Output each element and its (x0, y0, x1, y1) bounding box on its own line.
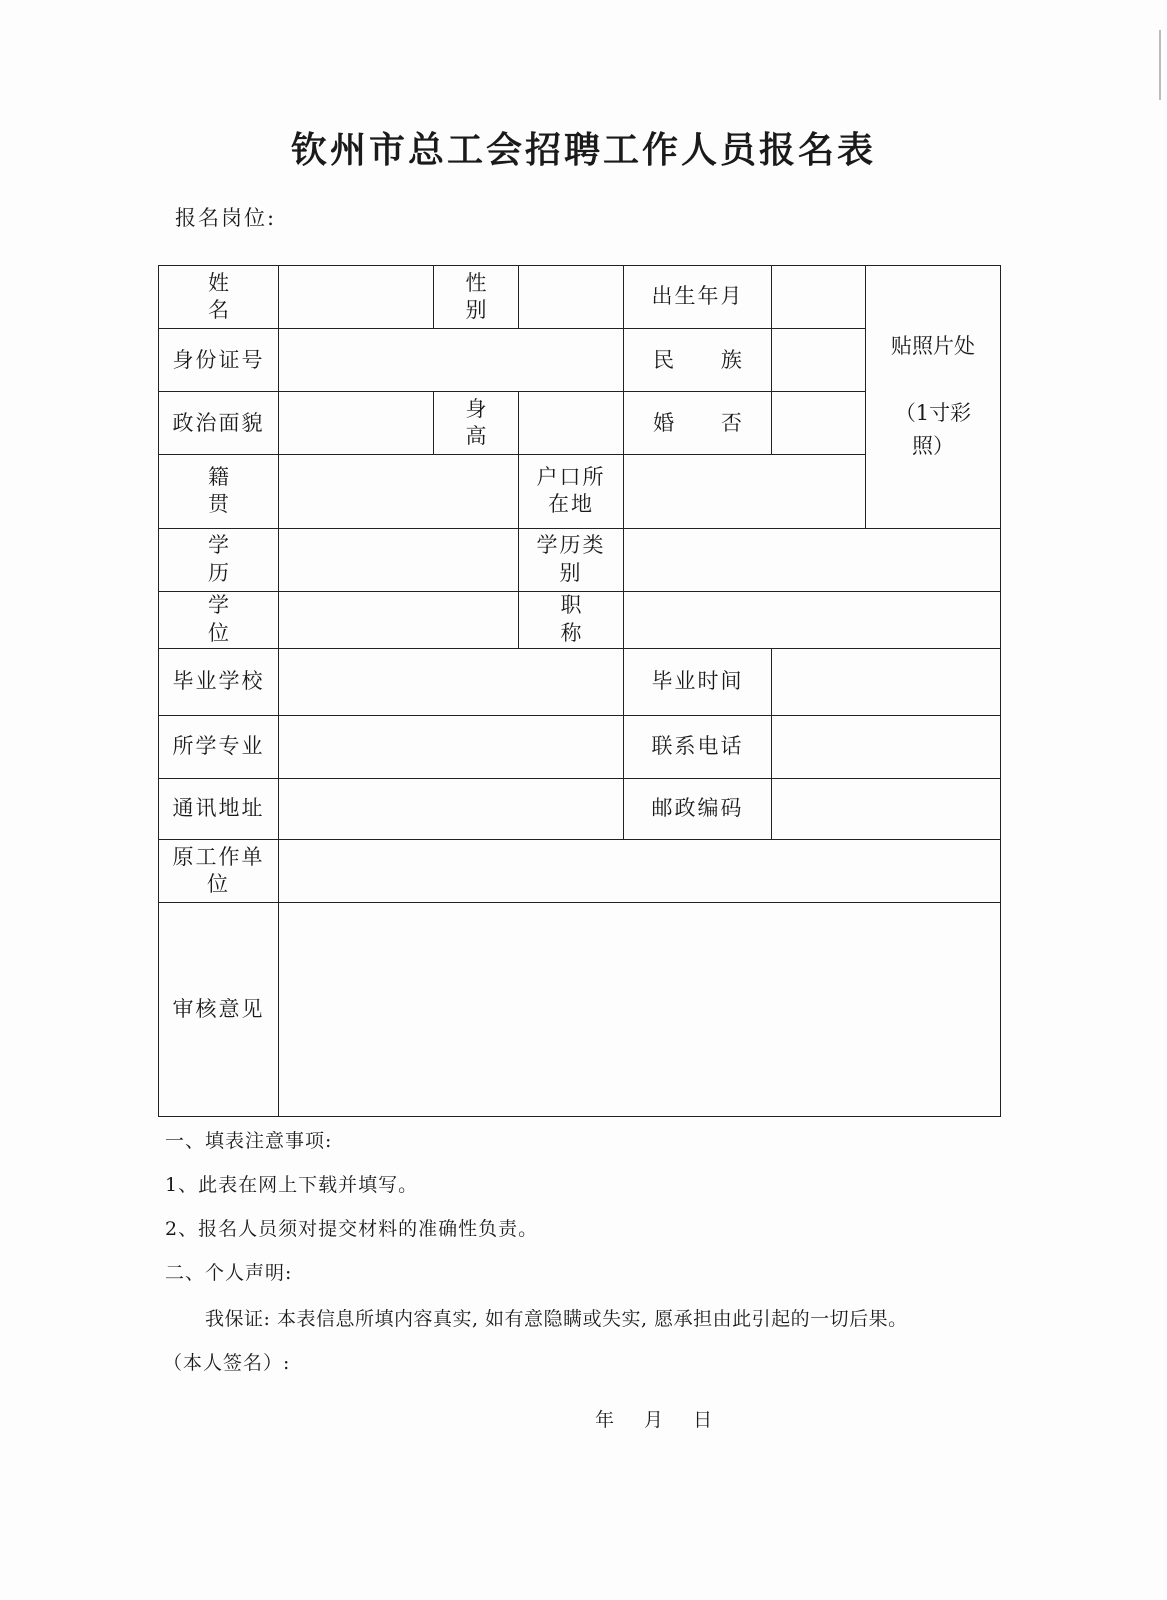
id-number-field[interactable] (279, 329, 624, 392)
degree-label: 学 位 (159, 591, 279, 648)
phone-label: 联系电话 (624, 715, 772, 778)
review-label: 审核意见 (159, 903, 279, 1117)
former-employer-field[interactable] (279, 840, 1001, 903)
major-field[interactable] (279, 715, 624, 778)
review-field[interactable] (279, 903, 1001, 1117)
education-field[interactable] (279, 528, 519, 591)
postcode-label: 邮政编码 (624, 779, 772, 840)
native-place-field[interactable] (279, 455, 519, 528)
phone-field[interactable] (772, 715, 1001, 778)
title-rank-label: 职 称 (519, 591, 624, 648)
notes-heading: 一、填表注意事项: (165, 1130, 333, 1152)
registration-table (158, 265, 1001, 1117)
school-field[interactable] (279, 648, 624, 715)
major-label: 所学专业 (159, 715, 279, 778)
note-item-2: 2、报名人员须对提交材料的准确性负责。 (165, 1218, 539, 1240)
grad-time-label: 毕业时间 (624, 648, 772, 715)
marital-field[interactable] (772, 392, 866, 455)
marital-label: 婚 否 (624, 392, 772, 455)
school-label: 毕业学校 (159, 648, 279, 715)
birth-label: 出生年月 (624, 266, 772, 329)
page-edge-mark (1159, 30, 1161, 100)
form-title: 钦州市总工会招聘工作人员报名表 (290, 129, 876, 171)
gender-label: 性 别 (434, 266, 519, 329)
id-number-label: 身份证号 (159, 329, 279, 392)
photo-size-note-end: 照） (912, 434, 954, 459)
height-field[interactable] (519, 392, 624, 455)
signature-label: （本人签名）: (163, 1352, 291, 1374)
education-type-field[interactable] (624, 528, 1001, 591)
name-label: 姓 名 (159, 266, 279, 329)
date-line: 年 月 日 (595, 1409, 713, 1431)
name-field[interactable] (279, 266, 434, 329)
ethnicity-label: 民 族 (624, 329, 772, 392)
native-place-label: 籍 贯 (159, 455, 279, 528)
address-label: 通讯地址 (159, 779, 279, 840)
declaration-text: 我保证: 本表信息所填内容真实, 如有意隐瞒或失实, 愿承担由此引起的一切后果。 (205, 1308, 908, 1330)
photo-area[interactable] (866, 266, 1001, 529)
political-status-field[interactable] (279, 392, 434, 455)
postcode-field[interactable] (772, 779, 1001, 840)
declaration-heading: 二、个人声明: (165, 1262, 293, 1284)
note-item-1: 1、此表在网上下载并填写。 (165, 1174, 419, 1196)
title-rank-field[interactable] (624, 591, 1001, 648)
education-label: 学 历 (159, 528, 279, 591)
birth-field[interactable] (772, 266, 866, 329)
post-label: 报名岗位: (175, 206, 277, 230)
grad-time-field[interactable] (772, 648, 1001, 715)
degree-field[interactable] (279, 591, 519, 648)
hukou-field[interactable] (624, 455, 866, 528)
height-label: 身 高 (434, 392, 519, 455)
former-employer-label: 原工作单位 (159, 840, 279, 903)
political-status-label: 政治面貌 (159, 392, 279, 455)
education-type-label: 学历类别 (519, 528, 624, 591)
gender-field[interactable] (519, 266, 624, 329)
ethnicity-field[interactable] (772, 329, 866, 392)
photo-label: 贴照片处 (891, 333, 975, 358)
address-field[interactable] (279, 779, 624, 840)
hukou-label: 户口所在地 (519, 455, 624, 528)
photo-size-note: （1寸彩 (894, 400, 972, 425)
